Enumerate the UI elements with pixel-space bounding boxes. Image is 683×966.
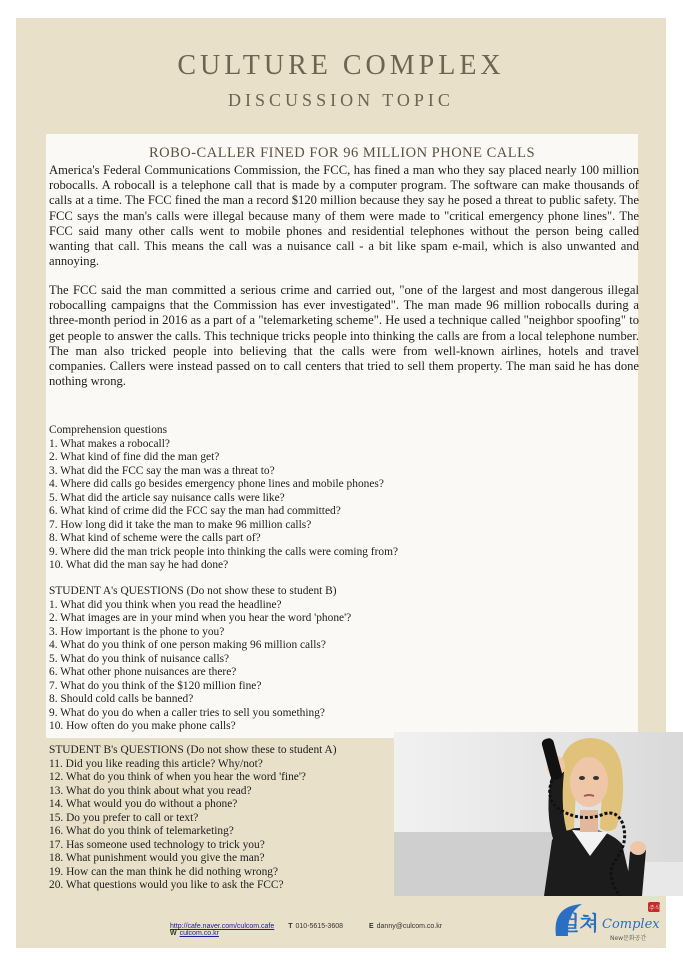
question-item: 14. What would you do without a phone? (49, 798, 238, 810)
question-item: 6. What kind of crime did the FCC say the man had committed? (49, 505, 341, 517)
logo-latin-text: Complex (602, 917, 660, 932)
question-item: 12. What do you think of when you hear the word 'fine'? (49, 771, 306, 783)
comprehension-heading: Comprehension questions (49, 424, 168, 436)
phone-contact (288, 923, 355, 930)
question-item: 3. What did the FCC say the man was a threat to? (49, 464, 275, 477)
question-item: 10. How often do you make phone calls? (49, 720, 236, 732)
question-item: 16. What do you think of telemarketing? (49, 825, 234, 837)
woman-phone-illustration (394, 732, 683, 896)
question-item: 15. Do you prefer to call or text? (49, 811, 199, 824)
question-item: 11. Did you like reading this article? Why/not? (49, 757, 263, 770)
student-a-heading: STUDENT A's QUESTIONS (Do not show these to student B) (49, 585, 337, 597)
article-paragraph-2: The FCC said the man committed a serious crime and carried out, "one of the largest and most dangerous illegal robocalling campaigns that the Commission has ever investigated". The man made 96 million robocalls during a three-month period in 2016 as a part of a "telemarketing scheme". He used a technique called "neighbor spoofing" to get people to answer the calls. This technique tricks people into thinking the calls are from a local telephone number. The man also tricked people into believing that the calls were from well-known airlines, hotels and travel companies. Callers were instead passed on to call centers that tried to sell them property. The man said he has done nothing wrong. (49, 283, 639, 389)
question-item: 1. What makes a robocall? (49, 437, 170, 450)
web-link[interactable]: culcom.co.kr (179, 930, 219, 937)
student-a-section (49, 585, 469, 734)
article-title: ROBO-CALLER FINED FOR 96 MILLION PHONE CALLS (148, 145, 536, 161)
email-address[interactable]: danny@culcom.co.kr (376, 923, 443, 930)
question-item: 13. What do you think about what you read? (49, 784, 252, 797)
question-item: 3. How important is the phone to you? (49, 625, 225, 638)
student-a-list (49, 599, 469, 734)
question-item: 18. What punishment would you give the man? (49, 852, 265, 864)
woman-phone-photo (394, 732, 683, 896)
question-item: 20. What questions would you like to ask the FCC? (49, 879, 284, 891)
web-contact (170, 930, 231, 937)
logo-korean-text: 컬쳐 (560, 911, 599, 935)
student-b-heading: STUDENT B's QUESTIONS (Do not show these to student A) (49, 744, 337, 756)
question-item: 9. What do you do when a caller tries to sell you something? (49, 706, 325, 719)
logo-badge: 주식 (649, 905, 661, 912)
question-item: 2. What kind of fine did the man get? (49, 451, 220, 463)
culture-complex-logo (552, 896, 664, 948)
logo-mark (552, 896, 664, 948)
question-item: 2. What images are in your mind when you hear the word 'phone'? (49, 612, 352, 624)
page-subtitle: DISCUSSION TOPIC (228, 90, 454, 110)
email-contact (369, 923, 454, 930)
question-item: 10. What did the man say he had done? (49, 559, 229, 571)
question-item: 7. What do you think of the $120 million fine? (49, 679, 262, 692)
logo-tagline: New문화공간 (610, 935, 647, 942)
page-title: CULTURE COMPLEX (177, 50, 505, 81)
question-item: 8. What kind of scheme were the calls part of? (49, 532, 261, 544)
footer-contact (170, 923, 530, 937)
phone-number: 010-5615-3608 (295, 923, 344, 930)
question-item: 4. Where did calls go besides emergency phone lines and mobile phones? (49, 478, 384, 490)
phone-label: T (288, 923, 293, 930)
header (16, 18, 666, 128)
comprehension-list (49, 438, 469, 573)
question-item: 5. What did the article say nuisance calls were like? (49, 491, 285, 504)
comprehension-section (49, 424, 469, 573)
question-item: 1. What did you think when you read the headline? (49, 598, 282, 611)
question-item: 6. What other phone nuisances are there? (49, 666, 237, 678)
question-item: 9. Where did the man trick people into thinking the calls were coming from? (49, 545, 398, 558)
cafe-link[interactable]: http://cafe.naver.com/culcom.cafe (170, 923, 275, 930)
web-label: W (170, 930, 177, 937)
question-item: 17. Has someone used technology to trick you? (49, 838, 265, 851)
question-item: 8. Should cold calls be banned? (49, 693, 194, 705)
question-item: 7. How long did it take the man to make 96 million calls? (49, 518, 312, 531)
email-label: E (368, 923, 374, 930)
question-item: 19. How can the man think he did nothing wrong? (49, 865, 279, 878)
article-paragraph-1: America's Federal Communications Commission, the FCC, has fined a man who they say placed nearly 100 million robocalls. A robocall is a telephone call that is made by a computer program. The software can make thousands of calls at a time. The FCC fined the man a record $120 million because they say he posed a threat to public safety. The FCC says the man's calls were illegal because many of them were made to "critical emergency phone lines". The FCC said many other calls went to mobile phones and residential telephones without the person being called wanting that call. This means the call was a nuisance call - a bit like spam e-mail, which is also unwanted and annoying. (49, 163, 639, 269)
question-item: 5. What do you think of nuisance calls? (49, 652, 230, 665)
question-item: 4. What do you think of one person making 96 million calls? (49, 639, 326, 651)
